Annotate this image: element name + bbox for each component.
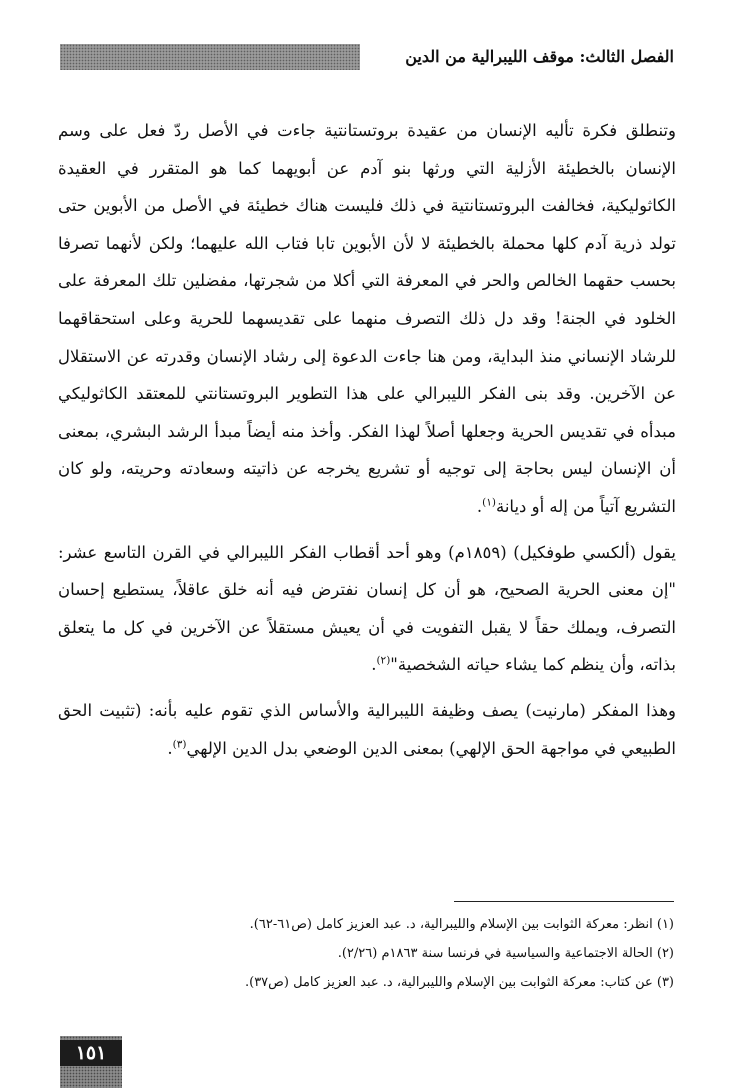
footnote-ref[interactable]: (٢): [376, 654, 391, 667]
paragraph-end: .: [476, 496, 483, 516]
footnote: (٢) الحالة الاجتماعية والسياسية في فرنسا سنة ١٨٦٣م (٢/٢٦).: [337, 946, 674, 961]
page-number: ١٥١: [60, 1040, 122, 1066]
header-decorative-band: [60, 44, 360, 70]
paragraph-end: .: [167, 738, 173, 758]
paragraph: [58, 692, 676, 767]
page-number-block: [60, 1036, 122, 1088]
paragraph-text: وتنطلق فكرة تأليه الإنسان من عقيدة بروتستانتية جاءت في الأصل ردّ فعل على وسم الإنسان بالخطيئة الأزلية التي ورثها بنو آدم عن أبويهما كما هو المتقرر في العقيدة الكاثوليكية، فخالفت البروتستانتية في ذلك فليست هناك خطيئة في الأصل من الأبوين حتى تولد ذرية آدم كلها محملة بالخطيئة لا لأن الأبوين تابا فتاب الله عليهما؛ ولكن لأنهما تصرفا بحسب حقهما الخالص والحر في المعرفة التي أكلا من شجرتها، مفضلين تلك المعرفة على الخلود في الجنة! وقد دل ذلك التصرف منهما على تقديسهما للحرية وعلى استحقاقهما للرشاد الإنساني منذ البداية، ومن هنا جاءت الدعوة إلى رشاد الإنسان وقدرته عن الاستقلال عن الآخرين. وقد بنى الفكر الليبرالي على هذا التطوير البروتستانتي للمعتقد الكاثوليكي مبدأه في تقديس الحرية وجعلها أصلاً لهذا الفكر. وأخذ منه أيضاً مبدأ الرشد البشري، بمعنى أن الإنسان ليس بحاجة إلى توجيه أو تشريع يخرجه عن ذاتيته وسعادته وحريته، ولو كان التشريع آتياً من إله أو ديانة: [58, 121, 676, 516]
main-text: [58, 112, 676, 767]
paragraph: [58, 112, 676, 526]
footnotes: [60, 910, 674, 997]
chapter-title: الفصل الثالث: موقف الليبرالية من الدين: [405, 47, 674, 66]
footnote: (٣) عن كتاب: معركة الثوابت بين الإسلام والليبرالية، د. عبد العزيز كامل (ص٣٧).: [244, 975, 674, 990]
paragraph-text: وهذا المفكر (مارنيت) يصف وظيفة الليبرالية والأساس الذي تقوم عليه بأنه: (تثبيت الحق الطبيعي في مواجهة الحق الإلهي) بمعنى الدين الوضعي بدل الدين الإلهي: [58, 700, 676, 758]
footnote: (١) انظر: معركة الثوابت بين الإسلام والليبرالية، د. عبد العزيز كامل (ص٦١-٦٢).: [249, 917, 674, 932]
paragraph-text: يقول (ألكسي طوفكيل) (١٨٥٩م) وهو أحد أقطاب الفكر الليبرالي في القرن التاسع عشر: "إن معنى الحرية الصحيح، هو أن كل إنسان نفترض فيه أنه خلق عاقلاً، يستطيع إحسان التصرف، ويملك حقاً لا يقبل التفويت في أن يعيش مستقلاً عن الآخرين في كل ما يتعلق بذاته، وأن ينظم كما يشاء حياته الشخصية": [58, 542, 676, 675]
footnote-ref[interactable]: (٣): [172, 738, 187, 750]
paragraph: [58, 534, 676, 684]
footnote-ref[interactable]: (١): [482, 496, 496, 509]
footnote-separator: [454, 901, 674, 902]
paragraph-end: .: [371, 655, 377, 675]
